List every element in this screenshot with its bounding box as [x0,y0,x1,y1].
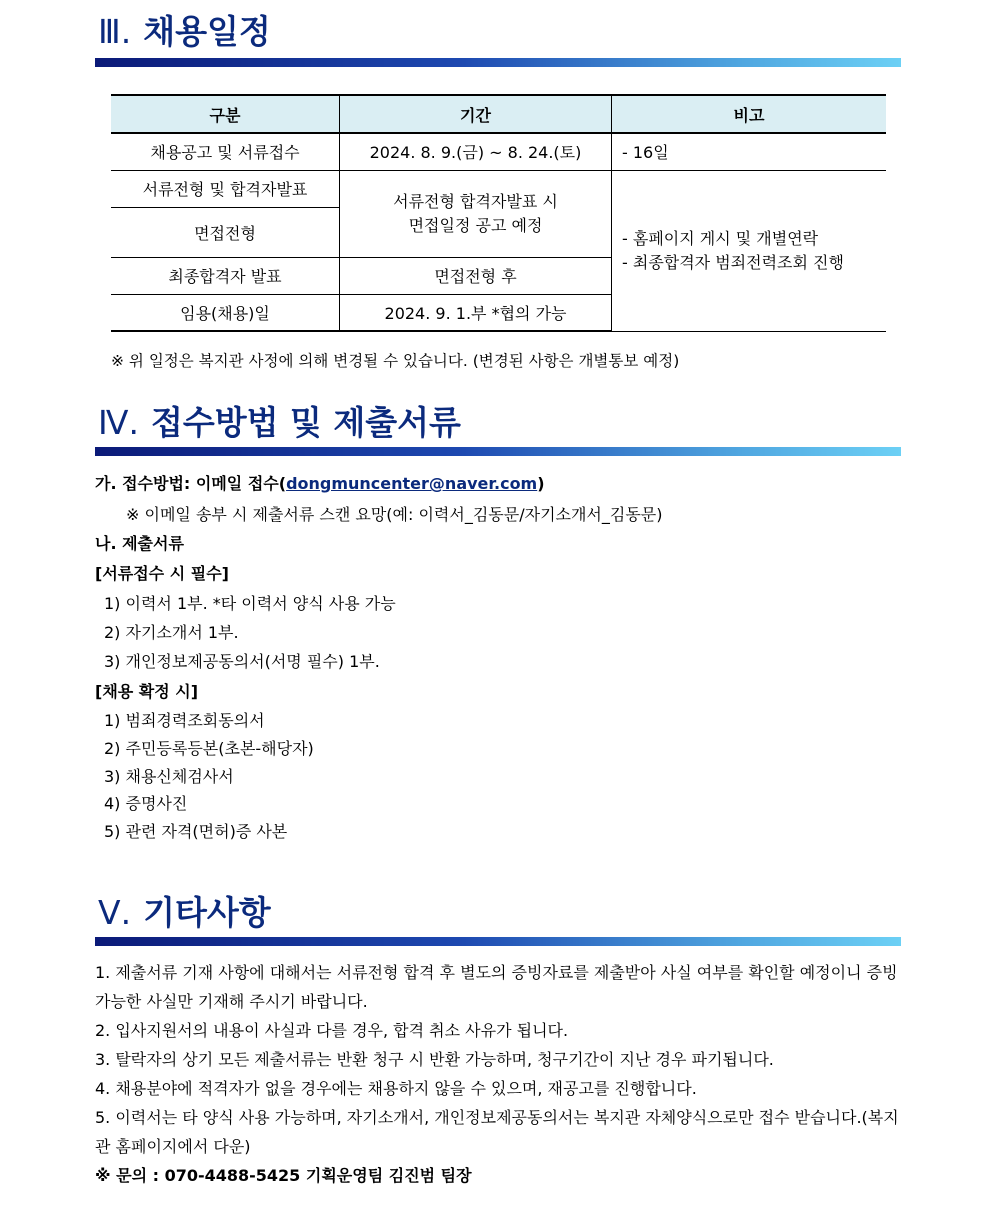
header-period: 기간 [340,95,612,133]
note-item-3: 3. 탈락자의 상기 모든 제출서류는 반환 청구 시 반환 가능하며, 청구기간이 지난 경우 파기됩니다. [95,1050,774,1069]
required-item-2: 2) 자기소개서 1부. [104,623,239,642]
row2-category: 서류전형 및 합격자발표 [111,170,340,207]
confirmed-item-2: 2) 주민등록등본(초본-해당자) [104,739,314,758]
section-4-number: Ⅳ. [98,403,139,442]
section-5-heading: 기타사항 [143,893,271,932]
note-item-2: 2. 입사지원서의 내용이 사실과 다를 경우, 합격 취소 사유가 됩니다. [95,1021,569,1040]
row2-3-period-line1: 서류전형 합격자발표 시 [393,191,558,211]
section-4-title [98,397,461,444]
section-5-divider [95,937,901,946]
notes-list [95,958,900,1190]
row2-5-note [612,170,887,331]
row2-3-period [340,170,612,257]
note-item-1: 1. 제출서류 기재 사항에 대해서는 서류전형 합격 후 별도의 증빙자료를 제출받아 사실 여부를 확인할 예정이니 증빙 가능한 사실만 기재해 주시기 바랍니다. [95,963,898,1011]
section-3-number: Ⅲ. [98,12,132,51]
row5-period: 2024. 9. 1.부 *협의 가능 [340,294,612,331]
row1-category: 채용공고 및 서류접수 [111,133,340,170]
required-item-3: 3) 개인정보제공동의서(서명 필수) 1부. [104,652,380,671]
email-link[interactable]: dongmuncenter@naver.com [286,474,538,493]
method-note: ※ 이메일 송부 시 제출서류 스캔 요망(예: 이력서_김동문/자기소개서_김동문) [126,505,663,524]
docs-label: 나. 제출서류 [95,534,184,553]
note-item-5: 5. 이력서는 타 양식 사용 가능하며, 자기소개서, 개인정보제공동의서는 복지관 자체양식으로만 접수 받습니다.(복지관 홈페이지에서 다운) [95,1108,899,1156]
section-3-divider [95,58,901,67]
required-item-1: 1) 이력서 1부. *타 이력서 양식 사용 가능 [104,594,396,613]
section-4-heading: 접수방법 및 제출서류 [150,403,461,442]
section-5-title [98,887,271,934]
row5-category: 임용(채용)일 [111,294,340,331]
row1-note: - 16일 [612,133,887,170]
schedule-table [111,94,886,332]
header-category: 구분 [111,95,340,133]
row4-category: 최종합격자 발표 [111,257,340,294]
section-4-divider [95,447,901,456]
confirmed-item-3: 3) 채용신체검사서 [104,767,234,786]
confirmed-item-4: 4) 증명사진 [104,794,188,813]
section-3-title [98,6,271,53]
section-5-number: Ⅴ. [98,893,132,932]
table-row [111,133,886,170]
confirmed-item-5: 5) 관련 자격(면허)증 사본 [104,822,288,841]
note-line1: - 홈페이지 게시 및 개별연락 [622,228,819,248]
row4-period: 면접전형 후 [340,257,612,294]
note-item-4: 4. 채용분야에 적격자가 없을 경우에는 채용하지 않을 수 있으며, 재공고를 진행합니다. [95,1079,697,1098]
confirmed-item-1: 1) 범죄경력조회동의서 [104,711,265,730]
schedule-footnote: ※ 위 일정은 복지관 사정에 의해 변경될 수 있습니다. (변경된 사항은 개별통보 예정) [111,352,680,370]
section-3-heading: 채용일정 [143,12,271,51]
contact-line: ※ 문의 : 070-4488-5425 기획운영팀 김진범 팀장 [95,1166,472,1185]
method-label: 가. 접수방법: 이메일 접수( [95,474,287,493]
method-close: ) [537,474,545,493]
table-header-row [111,95,886,133]
confirmed-label: [채용 확정 시] [95,682,199,701]
required-label: [서류접수 시 필수] [95,564,229,583]
row1-period: 2024. 8. 9.(금) ~ 8. 24.(토) [340,133,612,170]
note-line2: - 최종합격자 범죄전력조회 진행 [622,252,844,272]
header-note: 비고 [612,95,887,133]
method-line [95,471,545,494]
row2-3-period-line2: 면접일정 공고 예정 [408,215,543,235]
row3-category: 면접전형 [111,207,340,257]
table-row [111,170,886,207]
